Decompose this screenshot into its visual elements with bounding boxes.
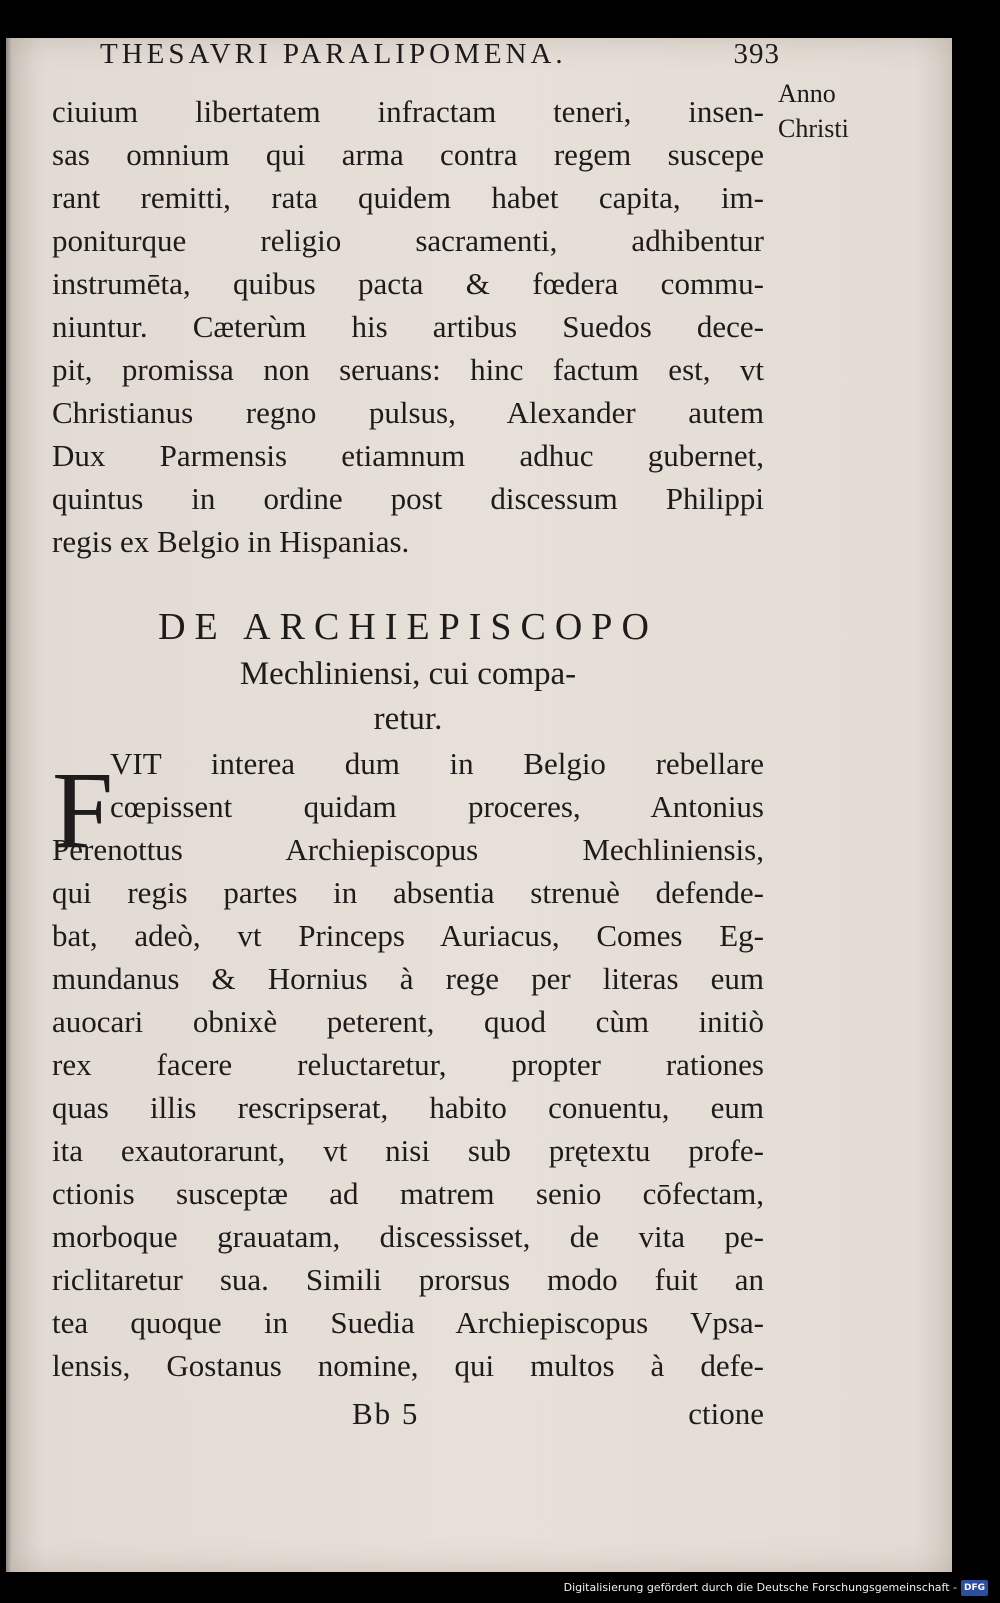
page-binding-edge bbox=[6, 38, 12, 1572]
text-line: quas illis rescripserat, habito conuentu, eum bbox=[52, 1090, 764, 1125]
text-line: mundanus & Hornius à rege per literas eum bbox=[52, 961, 764, 996]
signature-mark: Bb 5 bbox=[352, 1396, 420, 1431]
text-line: Dux Parmensis etiamnum adhuc gubernet, bbox=[52, 438, 764, 473]
running-title: THESAVRI PARALIPOMENA. bbox=[100, 38, 567, 70]
text-line: regis ex Belgio in Hispanias. bbox=[52, 524, 410, 559]
text-line: auocari obnixè peterent, quod cùm initiò bbox=[52, 1004, 764, 1039]
heading-line-1: DE ARCHIEPISCOPO bbox=[158, 606, 658, 648]
text-line: riclitaretur sua. Simili prorsus modo fuit an bbox=[52, 1262, 764, 1297]
credit-text: Digitalisierung gefördert durch die Deutsche Forschungsgemeinschaft - bbox=[563, 1581, 957, 1594]
text-line: morboque grauatam, discessisset, de vita pe- bbox=[52, 1219, 764, 1254]
margin-note bbox=[778, 76, 888, 146]
page-number: 393 bbox=[733, 38, 780, 70]
text-line: lensis, Gostanus nomine, qui multos à defe- bbox=[52, 1348, 764, 1383]
text-line: pit, promissa non seruans: hinc factum est, vt bbox=[52, 352, 764, 387]
text-line: rant remitti, rata quidem habet capita, im- bbox=[52, 180, 764, 215]
text-line: rex facere reluctaretur, propter rationes bbox=[52, 1047, 764, 1082]
page-header bbox=[100, 38, 780, 78]
margin-note-line: Christi bbox=[778, 114, 849, 143]
section-heading bbox=[52, 602, 764, 742]
text-line: qui regis partes in absentia strenuè defende- bbox=[52, 875, 764, 910]
catchword: ctione bbox=[688, 1396, 764, 1431]
paragraph-1 bbox=[52, 90, 764, 563]
text-line: instrumēta, quibus pacta & fœdera commu- bbox=[52, 266, 764, 301]
heading-line-3: retur. bbox=[373, 701, 443, 737]
text-line: sas omnium qui arma contra regem suscepe bbox=[52, 137, 764, 172]
text-line: Christianus regno pulsus, Alexander autem bbox=[52, 395, 764, 430]
text-line: ita exautorarunt, vt nisi sub prętextu profe- bbox=[52, 1133, 764, 1168]
text-line: ciuium libertatem infractam teneri, insen- bbox=[52, 94, 764, 129]
text-line: bat, adeò, vt Princeps Auriacus, Comes Eg- bbox=[52, 918, 764, 953]
drop-cap: F bbox=[52, 749, 114, 871]
text-line: cœpissent quidam proceres, Antonius bbox=[110, 789, 764, 824]
text-line: niuntur. Cæterùm his artibus Suedos dece- bbox=[52, 309, 764, 344]
text-line: poniturque religio sacramenti, adhibentur bbox=[52, 223, 764, 258]
text-line: ctionis susceptæ ad matrem senio cōfectam, bbox=[52, 1176, 764, 1211]
text-line: VIT interea dum in Belgio rebellare bbox=[110, 746, 764, 781]
heading-line-2: Mechliniensi, cui compa- bbox=[239, 656, 577, 692]
text-line: tea quoque in Suedia Archiepiscopus Vpsa- bbox=[52, 1305, 764, 1340]
text-line: Perenottus Archiepiscopus Mechliniensis, bbox=[52, 832, 764, 867]
dfg-logo-badge: DFG bbox=[961, 1580, 988, 1596]
paragraph-2 bbox=[52, 742, 764, 1387]
page-footer bbox=[52, 1392, 764, 1435]
digitization-credit bbox=[0, 1580, 988, 1596]
margin-note-line: Anno bbox=[778, 79, 836, 108]
text-line: quintus in ordine post discessum Philippi bbox=[52, 481, 764, 516]
